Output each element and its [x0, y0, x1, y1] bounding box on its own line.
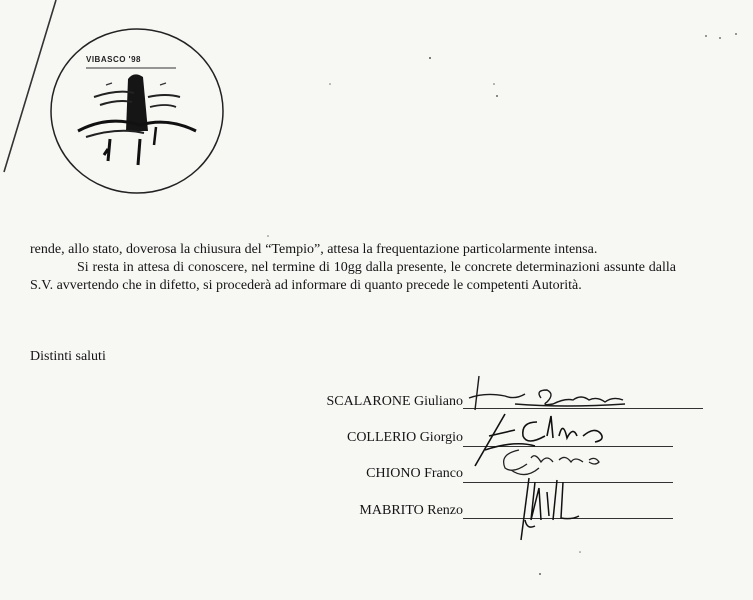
- paragraph-2: Si resta in attesa di conoscere, nel termine di 10gg dalla presente, le concrete determinazioni assunte dalla S.V. avvertendo che in difetto, si procederà ad informare di quanto precede le competenti Autorità.: [30, 260, 676, 293]
- handwritten-signatures: [455, 370, 715, 570]
- signature-mabrito: [521, 478, 579, 540]
- signatory-name-1: SCALARONE Giuliano: [326, 394, 463, 409]
- logo-text: VIBASCO '98: [86, 55, 141, 64]
- signatory-name-4: MABRITO Renzo: [359, 503, 463, 518]
- logo-seal: [48, 27, 226, 195]
- signatory-name-3: CHIONO Franco: [366, 466, 463, 481]
- letter-body: [30, 241, 676, 295]
- paragraph-1: rende, allo stato, doverosa la chiusura del “Tempio”, attesa la frequentazione particolarmente intensa.: [30, 242, 598, 257]
- signature-scalarone: [469, 376, 625, 410]
- signatory-name-2: COLLERIO Giorgio: [346, 430, 463, 445]
- closing-salutation: Distinti saluti: [30, 349, 106, 364]
- association-logo: [48, 27, 226, 195]
- signature-chiono: [504, 450, 599, 475]
